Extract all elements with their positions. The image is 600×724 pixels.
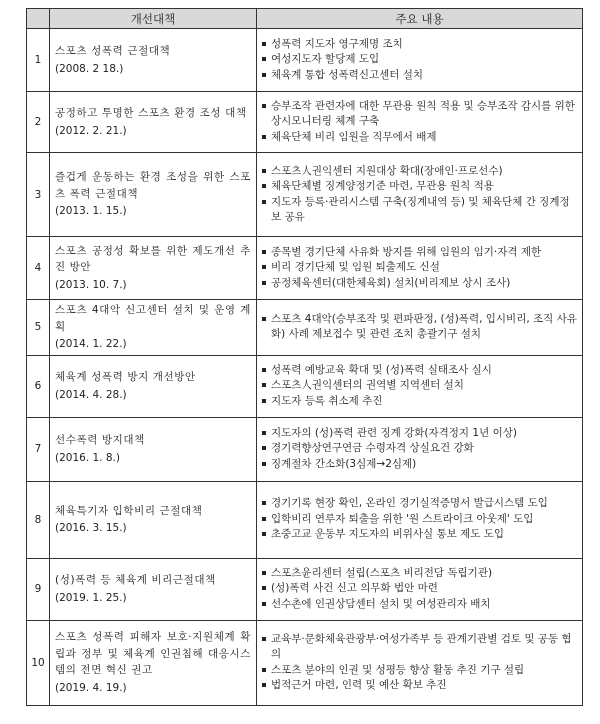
list-item: 입학비리 연루자 퇴출을 위한 '원 스트라이크 아웃제' 도입 <box>261 512 578 528</box>
table-row <box>27 153 583 237</box>
measure-name: 체육계 성폭력 방지 개선방안 <box>55 371 196 383</box>
content-list <box>261 99 578 146</box>
content-list <box>261 245 578 292</box>
list-item: 지도자의 (성)폭력 관련 징계 강화(자격정지 1년 이상) <box>261 426 578 442</box>
header-row <box>27 9 583 29</box>
measure-cell <box>50 92 257 153</box>
list-item: 종목별 경기단체 사유화 방지를 위해 임원의 임기·자격 제한 <box>261 245 578 261</box>
list-item: 초중고교 운동부 지도자의 비위사실 통보 제도 도입 <box>261 527 578 543</box>
measure-date: (2014. 4. 28.) <box>55 388 127 401</box>
content-cell <box>257 558 583 620</box>
list-item: 체육단체 비리 임원을 직무에서 배제 <box>261 130 578 146</box>
table-row <box>27 558 583 620</box>
table-row <box>27 355 583 417</box>
table-row <box>27 300 583 356</box>
content-list <box>261 37 578 84</box>
row-number: 8 <box>27 481 50 558</box>
row-number: 5 <box>27 300 50 356</box>
measure-cell <box>50 153 257 237</box>
content-cell <box>257 417 583 481</box>
measure-cell <box>50 558 257 620</box>
table-row <box>27 237 583 300</box>
measure-cell <box>50 481 257 558</box>
list-item: 스포츠人권익센터 지원대상 확대(장애인·프로선수) <box>261 164 578 180</box>
measure-date: (2013. 1. 15.) <box>55 205 127 218</box>
list-item: (성)폭력 사건 신고 의무화 법안 마련 <box>261 581 578 597</box>
content-list <box>261 426 578 473</box>
measure-name: 스포츠 성폭력 근절대책 <box>55 45 171 57</box>
measure-cell <box>50 355 257 417</box>
measure-date: (2019. 1. 25.) <box>55 591 127 604</box>
row-number: 3 <box>27 153 50 237</box>
header-measure: 개선대책 <box>50 9 257 29</box>
content-cell <box>257 300 583 356</box>
measure-name: (성)폭력 등 체육계 비리근절대책 <box>55 574 216 586</box>
measure-name: 스포츠 성폭력 피해자 보호·지원체계 확립과 정부 및 체육계 인권침해 대응시스템의 전면 혁신 권고 <box>55 631 251 676</box>
table-body <box>27 29 583 706</box>
list-item: 여성지도자 할당제 도입 <box>261 52 578 68</box>
content-cell <box>257 481 583 558</box>
row-number: 6 <box>27 355 50 417</box>
content-list <box>261 632 578 694</box>
content-cell <box>257 153 583 237</box>
table-row <box>27 620 583 705</box>
list-item: 선수촌에 인권상담센터 설치 및 여성관리자 배치 <box>261 597 578 613</box>
content-list <box>261 566 578 613</box>
list-item: 법적근거 마련, 인력 및 예산 확보 추진 <box>261 678 578 694</box>
content-cell <box>257 620 583 705</box>
content-list <box>261 363 578 410</box>
list-item: 비리 경기단체 및 임원 퇴출제도 신설 <box>261 260 578 276</box>
measure-name: 스포츠 4대악 신고센터 설치 및 운영 계획 <box>55 304 251 333</box>
list-item: 스포츠 분야의 인권 및 성평등 향상 활동 추진 기구 설립 <box>261 663 578 679</box>
list-item: 경기기록 현장 확인, 온라인 경기실적증명서 발급시스템 도입 <box>261 496 578 512</box>
list-item: 체육단체별 징계양정기준 마련, 무관용 원칙 적용 <box>261 179 578 195</box>
measure-date: (2012. 2. 21.) <box>55 124 127 137</box>
content-cell <box>257 355 583 417</box>
list-item: 체육계 통합 성폭력신고센터 설치 <box>261 68 578 84</box>
list-item: 성폭력 예방교육 확대 및 (성)폭력 실태조사 실시 <box>261 363 578 379</box>
list-item: 스포츠 4대악(승부조작 및 편파판정, (성)폭력, 입시비리, 조직 사유화) 사례 제보접수 및 관련 조치 총괄기구 설치 <box>261 312 578 343</box>
row-number: 9 <box>27 558 50 620</box>
measure-name: 공정하고 투명한 스포츠 환경 조성 대책 <box>55 107 247 119</box>
measure-date: (2016. 1. 8.) <box>55 451 120 464</box>
list-item: 승부조작 관련자에 대한 무관용 원칙 적용 및 승부조작 감시를 위한 상시모니터링 체계 구축 <box>261 99 578 130</box>
measure-cell <box>50 417 257 481</box>
row-number: 7 <box>27 417 50 481</box>
list-item: 경기력향상연구연금 수령자격 상실요건 강화 <box>261 441 578 457</box>
row-number: 1 <box>27 29 50 92</box>
list-item: 스포츠人권익센터의 권역별 지역센터 설치 <box>261 378 578 394</box>
list-item: 성폭력 지도자 영구제명 조치 <box>261 37 578 53</box>
list-item: 징계절차 간소화(3심제→2심제) <box>261 457 578 473</box>
measure-name: 스포츠 공정성 확보를 위한 제도개선 추진 방안 <box>55 244 251 274</box>
row-number: 4 <box>27 237 50 300</box>
content-list <box>261 164 578 226</box>
table-row <box>27 92 583 153</box>
table-row <box>27 29 583 92</box>
row-number: 2 <box>27 92 50 153</box>
list-item: 지도자 등록·관리시스템 구축(징계내역 등) 및 체육단체 간 징계정보 공유 <box>261 195 578 226</box>
content-list <box>261 312 578 343</box>
content-list <box>261 496 578 543</box>
list-item: 지도자 등록 취소제 추진 <box>261 394 578 410</box>
measure-cell <box>50 29 257 92</box>
policy-table <box>26 8 583 706</box>
header-content: 주요 내용 <box>257 9 583 29</box>
content-cell <box>257 29 583 92</box>
measure-name: 체육특기자 입학비리 근절대책 <box>55 504 203 517</box>
measure-name: 즐겁게 운동하는 환경 조성을 위한 스포츠 폭력 근절대책 <box>55 171 251 200</box>
content-cell <box>257 92 583 153</box>
measure-cell <box>50 237 257 300</box>
measure-cell <box>50 300 257 356</box>
header-number <box>27 9 50 29</box>
content-cell <box>257 237 583 300</box>
list-item: 공정체육센터(대한체육회) 설치(비리제보 상시 조사) <box>261 276 578 292</box>
list-item: 스포츠윤리센터 설립(스포츠 비리전담 독립기관) <box>261 566 578 582</box>
measure-name: 선수폭력 방지대책 <box>55 434 145 446</box>
row-number: 10 <box>27 620 50 705</box>
table-row <box>27 417 583 481</box>
measure-cell <box>50 620 257 705</box>
list-item: 교육부·문화체육관광부·여성가족부 등 관계기관별 검토 및 공동 협의 <box>261 632 578 663</box>
measure-date: (2013. 10. 7.) <box>55 278 127 291</box>
measure-date: (2016. 3. 15.) <box>55 522 127 534</box>
measure-date: (2008. 2 18.) <box>55 62 124 75</box>
table-row <box>27 481 583 558</box>
measure-date: (2014. 1. 22.) <box>55 338 127 350</box>
measure-date: (2019. 4. 19.) <box>55 681 127 694</box>
